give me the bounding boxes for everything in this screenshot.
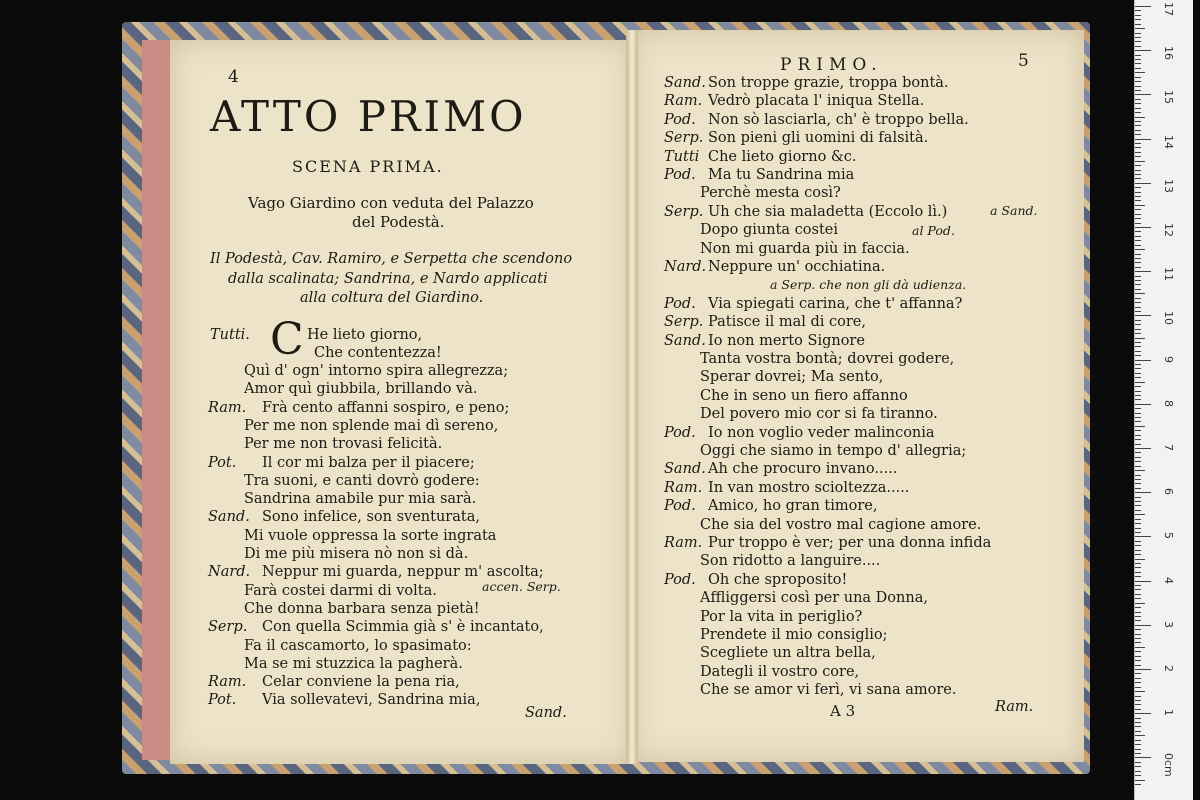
ruler-tick (1135, 280, 1141, 281)
ruler-tick (1135, 634, 1141, 635)
ruler-tick (1135, 612, 1141, 613)
right-verse-line: Pur troppo è ver; per una donna infida (708, 535, 992, 551)
ruler-tick (1135, 271, 1151, 272)
ruler-tick (1135, 603, 1145, 604)
ruler-tick (1135, 311, 1141, 312)
ruler-tick (1135, 41, 1141, 42)
ruler-tick (1135, 15, 1141, 16)
ruler-tick (1135, 642, 1141, 643)
ruler-tick (1135, 625, 1151, 626)
ruler-tick (1135, 77, 1141, 78)
ruler-tick (1135, 585, 1141, 586)
right-verse-line: Io non voglio veder malinconia (708, 424, 935, 441)
ruler-tick (1135, 713, 1151, 714)
left-verse-speaker: Pot. (208, 692, 237, 709)
ruler-tick (1135, 430, 1141, 431)
ruler-tick (1135, 452, 1141, 453)
ruler-tick (1135, 108, 1141, 109)
left-verse-line: Di me più misera nò non si dà. (244, 546, 469, 562)
right-verse-speaker: Nard. (664, 259, 707, 275)
right-verse-line: Non sò lasciarla, ch' è troppo bella. (708, 111, 969, 128)
ruler-tick (1135, 501, 1141, 502)
ruler-tick (1135, 638, 1141, 639)
right-verse-line: Amico, ho gran timore, (708, 498, 878, 515)
ruler-tick (1135, 404, 1151, 405)
right-verse-line: Patisce il mal di core, (708, 314, 866, 331)
ruler-tick (1135, 59, 1141, 60)
right-verse-speaker: Pod. (664, 498, 696, 515)
ruler-tick (1135, 576, 1141, 577)
ruler-label: 6 (1162, 488, 1175, 496)
right-verse-speaker: Sand. (664, 332, 706, 349)
ruler-tick (1135, 267, 1141, 268)
left-verse-line: Il cor mi balza per il piacere; (262, 454, 475, 471)
right-verse-line: Ma tu Sandrina mia (708, 167, 855, 183)
ruler-tick (1135, 669, 1151, 670)
ruler-tick (1135, 421, 1141, 422)
ruler-tick (1135, 382, 1145, 383)
ruler-label: 15 (1162, 90, 1175, 105)
ruler-tick (1135, 130, 1141, 131)
ruler-tick (1135, 731, 1141, 732)
ruler-tick (1135, 178, 1141, 179)
ruler-label: 8 (1162, 399, 1175, 407)
ruler-tick (1135, 426, 1145, 427)
setting-line-2: del Podestà. (352, 213, 445, 231)
right-verse-line: Dategli il vostro core, (700, 663, 860, 680)
scene-title: SCENA PRIMA. (292, 157, 444, 176)
tutti-line-1: He lieto giorno, (307, 327, 423, 343)
ruler-tick (1135, 749, 1141, 750)
ruler-tick (1135, 6, 1151, 7)
ruler-tick (1135, 165, 1141, 166)
ruler-tick (1135, 72, 1145, 73)
ruler-tick (1135, 33, 1141, 34)
ruler-tick (1135, 276, 1141, 277)
right-verse-speaker: Pod. (664, 167, 696, 183)
ruler-label: 7 (1162, 444, 1175, 451)
right-verse-speaker: Tutti (664, 148, 700, 165)
ruler-tick (1135, 55, 1141, 56)
ruler-tick (1135, 483, 1141, 484)
ruler-tick (1135, 377, 1141, 378)
right-catchword: Ram. (995, 699, 1034, 715)
right-verse-line: Vedrò placata l' iniqua Stella. (708, 93, 925, 110)
ruler-tick (1135, 161, 1145, 162)
ruler-tick (1135, 346, 1141, 347)
ruler-tick (1135, 386, 1141, 387)
ruler-tick (1135, 505, 1141, 506)
ruler-tick (1135, 342, 1141, 343)
ruler-tick (1135, 68, 1141, 69)
ruler-tick (1135, 457, 1141, 458)
ruler-tick (1135, 651, 1141, 652)
left-verse-line: Frà cento affanni sospiro, e peno; (262, 399, 510, 416)
ruler-tick (1135, 205, 1145, 206)
left-verse-line: Fa il cascamorto, lo spasimato: (244, 637, 472, 654)
ruler-label: 9 (1162, 355, 1175, 363)
ruler-tick (1135, 439, 1141, 440)
ruler-tick (1135, 616, 1141, 617)
ruler-tick (1135, 735, 1145, 736)
left-verse-line: Per me non trovasi felicità. (244, 436, 443, 453)
ruler-tick (1135, 554, 1141, 555)
ruler-tick (1135, 152, 1141, 153)
right-verse-line: Non mi guarda più in faccia. (700, 240, 910, 257)
ruler-label: 3 (1162, 620, 1175, 628)
ruler-tick (1135, 780, 1145, 781)
ruler-label: 5 (1162, 532, 1175, 540)
ruler-tick (1135, 86, 1141, 87)
ruler-tick (1135, 196, 1141, 197)
ruler-tick (1135, 227, 1151, 228)
ruler-tick (1135, 709, 1141, 710)
ruler-tick (1135, 497, 1141, 498)
ruler-tick (1135, 10, 1141, 11)
ruler-tick (1135, 475, 1141, 476)
ruler-tick (1135, 395, 1141, 396)
ruler-tick (1135, 338, 1145, 339)
ruler-tick (1135, 302, 1141, 303)
right-verse-speaker: Ram. (664, 535, 703, 551)
running-header: PRIMO. (780, 55, 883, 75)
ruler-tick (1135, 156, 1141, 157)
ruler-label: 17 (1162, 2, 1175, 16)
ruler-tick (1135, 620, 1141, 621)
aside-a-serp: a Serp. che non gli dà udienza. (770, 277, 967, 292)
ruler-tick (1135, 589, 1141, 590)
left-verse-line: Per me non splende mai dì sereno, (244, 417, 499, 434)
ruler-tick (1135, 523, 1141, 524)
left-catchword: Sand. (525, 705, 567, 721)
ruler-tick (1135, 315, 1151, 316)
ruler-tick (1135, 479, 1141, 480)
aside-al-pod: al Pod. (912, 223, 955, 238)
ruler-tick (1135, 647, 1145, 648)
left-verse-line: Tra suoni, e canti dovrò godere: (244, 472, 480, 489)
ruler-tick (1135, 413, 1141, 414)
ruler-tick (1135, 488, 1141, 489)
left-verse-line: Sandrina amabile pur mia sarà. (244, 491, 477, 508)
right-verse-line: Dopo giunta costei (700, 222, 838, 239)
ruler-tick (1135, 236, 1141, 237)
ruler-tick (1135, 214, 1141, 215)
left-verse-line: Quì d' ogn' intorno spira allegrezza; (244, 363, 509, 379)
ruler-label: 10 (1162, 311, 1175, 326)
ruler-tick (1135, 37, 1141, 38)
left-verse-speaker: Ram. (208, 399, 247, 416)
ruler-tick (1135, 147, 1141, 148)
ruler-tick (1135, 284, 1141, 285)
right-verse-line: In van mostro scioltezza..... (708, 479, 910, 496)
setting-line-1: Vago Giardino con veduta del Palazzo (248, 194, 534, 212)
left-verse-speaker: Pot. (208, 454, 237, 471)
left-verse-line: Ma se mi stuzzica la pagherà. (244, 655, 463, 672)
tutti-line-2: Che contentezza! (314, 345, 442, 361)
ruler-tick (1135, 298, 1141, 299)
ruler-tick (1135, 696, 1141, 697)
right-verse-line: Perchè mesta così? (700, 185, 841, 202)
ruler-tick (1135, 192, 1141, 193)
ruler-tick (1135, 470, 1145, 471)
ruler-tick (1135, 200, 1141, 201)
stage-direction-3: alla coltura del Giardino. (300, 290, 484, 306)
ruler-tick (1135, 550, 1141, 551)
ruler-tick (1135, 722, 1141, 723)
ruler-tick (1135, 704, 1141, 705)
ruler-tick (1135, 726, 1141, 727)
ruler-tick (1135, 209, 1141, 210)
left-verse-line: Farà costei darmi di volta. (244, 582, 437, 599)
ruler-tick (1135, 572, 1141, 573)
ruler-tick (1135, 607, 1141, 608)
ruler-tick (1135, 223, 1141, 224)
ruler-tick (1135, 125, 1141, 126)
left-verse-line: Amor quì giubbila, brillando và. (244, 381, 478, 398)
right-verse-line: Via spiegati carina, che t' affanna? (708, 295, 963, 312)
ruler-label: 13 (1162, 178, 1175, 193)
ruler-tick (1135, 112, 1141, 113)
ruler-tick (1135, 757, 1151, 758)
ruler-tick (1135, 289, 1141, 290)
ruler-tick (1135, 170, 1141, 171)
ruler-tick (1135, 510, 1141, 511)
ruler-tick (1135, 307, 1141, 308)
ruler-tick (1135, 598, 1141, 599)
ruler-tick (1135, 46, 1141, 47)
ruler-tick (1135, 50, 1151, 51)
left-verse-line: Sono infelice, son sventurata, (262, 509, 480, 526)
right-verse-speaker: Serp. (664, 130, 704, 147)
right-verse-line: Oggi che siamo in tempo d' allegria; (700, 443, 967, 459)
right-verse-line: Son troppe grazie, troppa bontà. (708, 75, 949, 91)
ruler-tick (1135, 766, 1141, 767)
ruler-tick (1135, 656, 1141, 657)
ruler-tick (1135, 333, 1141, 334)
ruler-tick (1135, 784, 1141, 785)
ruler-tick (1135, 687, 1141, 688)
ruler-tick (1135, 117, 1145, 118)
speaker-tutti: Tutti. (210, 327, 250, 343)
right-verse-line: Che in seno un fiero affanno (700, 387, 908, 404)
left-verse-line: Via sollevatevi, Sandrina mia, (262, 692, 481, 709)
left-verse-line: Neppur mi guarda, neppur m' ascolta; (262, 564, 544, 581)
ruler-tick (1135, 187, 1141, 188)
ruler-tick (1135, 682, 1141, 683)
right-verse-speaker: Serp. (664, 314, 704, 331)
ruler-tick (1135, 492, 1151, 493)
ruler-tick (1135, 532, 1141, 533)
measurement-ruler (1134, 0, 1193, 800)
ruler-tick (1135, 143, 1141, 144)
ruler-tick (1135, 320, 1141, 321)
ruler-tick (1135, 771, 1141, 772)
ruler-tick (1135, 293, 1145, 294)
right-verse-line: Son ridotto a languire.... (700, 553, 881, 570)
ruler-tick (1135, 240, 1141, 241)
ruler-label: 2 (1162, 665, 1175, 672)
ruler-tick (1135, 249, 1145, 250)
ruler-tick (1135, 514, 1145, 515)
ruler-tick (1135, 594, 1141, 595)
act-title: ATTO PRIMO (210, 92, 527, 141)
right-verse-line: Ah che procuro invano..... (708, 461, 898, 478)
ruler-tick (1135, 174, 1141, 175)
ruler-tick (1135, 753, 1141, 754)
ruler-tick (1135, 519, 1141, 520)
ruler-tick (1135, 81, 1141, 82)
ruler-tick (1135, 103, 1141, 104)
right-verse-line: Prendete il mio consiglio; (700, 627, 888, 643)
ruler-label: 12 (1162, 223, 1175, 237)
ruler-tick (1135, 545, 1141, 546)
right-verse-speaker: Serp. (664, 203, 704, 220)
ruler-tick (1135, 435, 1141, 436)
ruler-tick (1135, 19, 1141, 20)
right-verse-speaker: Sand. (664, 461, 706, 478)
ruler-label: 16 (1162, 46, 1175, 61)
stage-direction-1: Il Podestà, Cav. Ramiro, e Serpetta che scendono (210, 251, 573, 267)
left-verse-speaker: Sand. (208, 509, 250, 526)
ruler-tick (1135, 541, 1141, 542)
ruler-tick (1135, 408, 1141, 409)
left-verse-line: Che donna barbara senza pietà! (244, 600, 480, 617)
ruler-tick (1135, 762, 1141, 763)
right-verse-line: Che lieto giorno &c. (708, 148, 857, 165)
ruler-tick (1135, 99, 1141, 100)
right-verse-line: Por la vita in periglio? (700, 608, 863, 625)
ruler-tick (1135, 90, 1141, 91)
ruler-tick (1135, 581, 1151, 582)
ruler-tick (1135, 466, 1141, 467)
aside-a-sand: a Sand. (990, 203, 1038, 218)
ruler-label: 1 (1162, 709, 1175, 717)
right-verse-speaker: Pod. (664, 571, 696, 588)
left-verse-speaker: Nard. (208, 564, 251, 581)
ruler-tick (1135, 700, 1141, 701)
ruler-tick (1135, 444, 1141, 445)
ruler-tick (1135, 231, 1141, 232)
ruler-label: 14 (1162, 134, 1175, 149)
ruler-tick (1135, 691, 1145, 692)
right-verse-line: Che sia del vostro mal cagione amore. (700, 516, 982, 533)
ruler-tick (1135, 563, 1141, 564)
right-verse-line: Che se amor vi ferì, vi sana amore. (700, 682, 957, 699)
signature-mark: A 3 (830, 702, 856, 720)
ruler-tick (1135, 258, 1141, 259)
right-verse-speaker: Ram. (664, 479, 703, 496)
ruler-tick (1135, 775, 1141, 776)
ruler-tick (1135, 218, 1141, 219)
stage-direction-2: dalla scalinata; Sandrina, e Nardo applicati (228, 271, 548, 287)
ruler-label: 11 (1162, 267, 1175, 282)
ruler-tick (1135, 567, 1141, 568)
right-verse-line: Io non merto Signore (708, 332, 865, 349)
ruler-tick (1135, 183, 1151, 184)
ruler-tick (1135, 536, 1151, 537)
ruler-tick (1135, 718, 1141, 719)
ruler-tick (1135, 355, 1141, 356)
ruler-tick (1135, 528, 1141, 529)
left-verse-line: Celar conviene la pena ria, (262, 674, 460, 691)
ruler-tick (1135, 24, 1141, 25)
ruler-tick (1135, 329, 1141, 330)
ruler-tick (1135, 665, 1141, 666)
right-verse-line: Neppure un' occhiatina. (708, 259, 886, 275)
ruler-label: 4 (1162, 576, 1175, 584)
ruler-tick (1135, 121, 1141, 122)
ruler-tick (1135, 94, 1151, 95)
left-verse-speaker: Ram. (208, 674, 247, 691)
right-page-number: 5 (1018, 51, 1029, 71)
ruler-tick (1135, 351, 1141, 352)
right-verse-line: Scegliete un altra bella, (700, 645, 876, 662)
ruler-tick (1135, 368, 1141, 369)
ruler-tick (1135, 139, 1151, 140)
right-verse-line: Affliggersi così per una Donna, (700, 590, 928, 607)
right-verse-line: Son pieni gli uomini di falsità. (708, 130, 929, 147)
book-gutter (626, 30, 638, 764)
ruler-tick (1135, 254, 1141, 255)
right-verse-speaker: Pod. (664, 111, 696, 128)
ruler-tick (1135, 744, 1141, 745)
ruler-tick (1135, 28, 1145, 29)
right-verse-line: Del povero mio cor si fa tiranno. (700, 406, 938, 423)
left-page-number: 4 (228, 67, 239, 87)
ruler-tick (1135, 364, 1141, 365)
ruler-tick (1135, 678, 1141, 679)
ruler-tick (1135, 740, 1141, 741)
right-verse-line: Uh che sia maladetta (Eccolo lì.) (708, 203, 948, 220)
ruler-tick (1135, 245, 1141, 246)
aside-accen-serp: accen. Serp. (482, 579, 561, 594)
right-verse-line: Tanta vostra bontà; dovrei godere, (700, 351, 955, 367)
drop-cap: C (270, 314, 304, 365)
left-verse-line: Mi vuole oppressa la sorte ingrata (244, 527, 497, 544)
ruler-tick (1135, 660, 1141, 661)
ruler-tick (1135, 262, 1141, 263)
right-verse-line: Oh che sproposito! (708, 571, 848, 588)
ruler-tick (1135, 559, 1145, 560)
left-verse-speaker: Serp. (208, 619, 248, 636)
left-verse-line: Con quella Scimmia già s' è incantato, (262, 619, 544, 636)
ruler-tick (1135, 391, 1141, 392)
ruler-tick (1135, 448, 1151, 449)
right-verse-speaker: Pod. (664, 295, 696, 312)
ruler-tick (1135, 373, 1141, 374)
ruler-tick (1135, 629, 1141, 630)
ruler-tick (1135, 417, 1141, 418)
right-verse-speaker: Sand. (664, 75, 706, 91)
ruler-tick (1135, 673, 1141, 674)
ruler-tick (1135, 461, 1141, 462)
right-verse-speaker: Pod. (664, 424, 696, 441)
ruler-tick (1135, 63, 1141, 64)
right-verse-speaker: Ram. (664, 93, 703, 110)
ruler-tick (1135, 134, 1141, 135)
ruler-tick (1135, 360, 1151, 361)
ruler-tick (1135, 399, 1141, 400)
right-verse-line: Sperar dovrei; Ma sento, (700, 369, 884, 386)
ruler-tick (1135, 324, 1141, 325)
ruler-label: 0cm (1162, 753, 1175, 778)
